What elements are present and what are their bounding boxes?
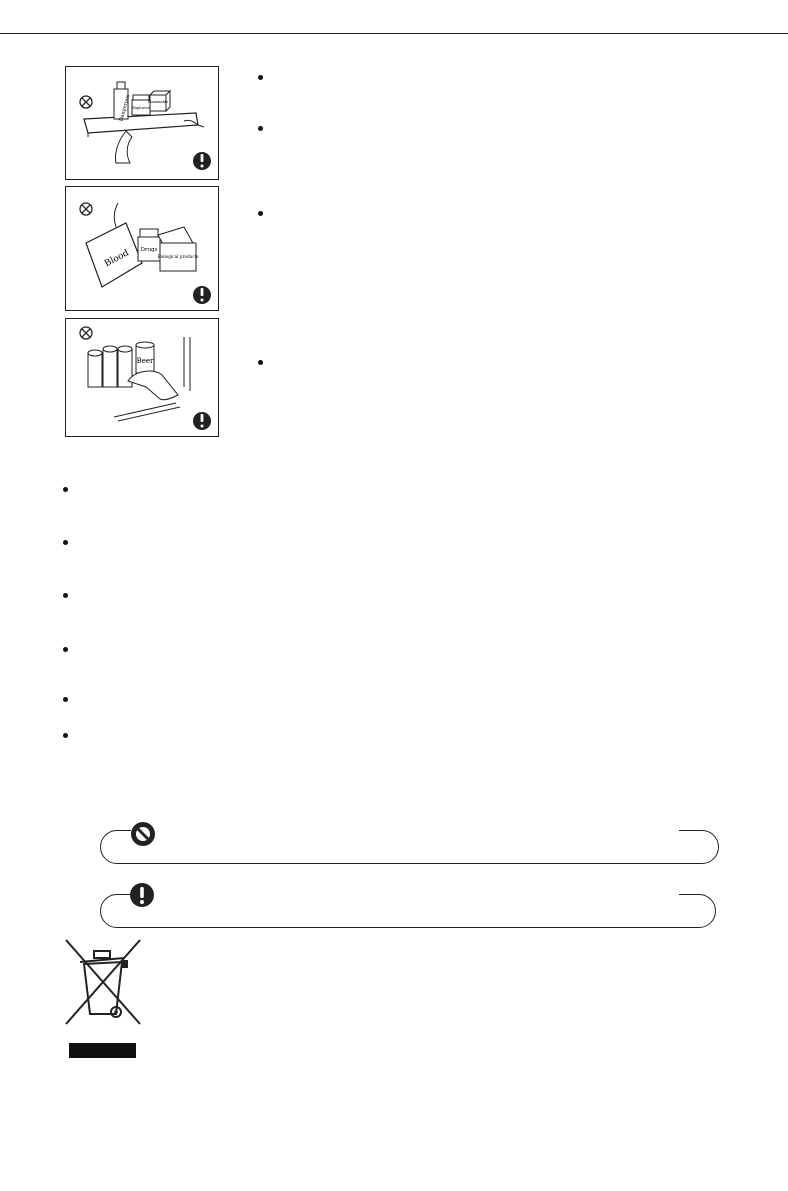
bullet: [258, 360, 263, 365]
exclamation-icon: [193, 412, 211, 430]
top-rule: [0, 33, 788, 34]
weee-underline-bar: [69, 1043, 136, 1058]
shelf-illustration: [65, 66, 219, 180]
no-entry-icon: [130, 821, 156, 852]
bullet: [258, 75, 263, 80]
bullet: [258, 211, 263, 216]
bullet: [63, 697, 68, 702]
bottle-label: Dangerous: [118, 93, 132, 123]
crossed-circle-icon: [80, 96, 92, 108]
bullet: [258, 126, 263, 131]
jar-label: Explosive: [132, 106, 150, 110]
bullet: [63, 540, 68, 545]
bags-illustration: [65, 186, 219, 311]
can-label: Beer: [136, 357, 154, 365]
exclamation-icon: [193, 152, 211, 170]
drugs-label: Drugs: [140, 247, 158, 253]
crossed-circle-icon: [80, 327, 92, 339]
box-label: Flammable: [147, 100, 169, 104]
bullet: [63, 487, 68, 492]
beer-illustration: [65, 318, 219, 437]
bag-label: Blood: [103, 248, 131, 270]
exclamation-icon: [193, 286, 211, 304]
bullet: [63, 593, 68, 598]
prohibition-banner: [100, 830, 719, 864]
warning-banner: [100, 894, 716, 928]
crossed-circle-icon: [80, 203, 92, 215]
bullet: [63, 647, 68, 652]
crossed-bin-icon: [62, 938, 144, 1033]
exclamation-icon: [129, 882, 155, 913]
bullet: [63, 733, 68, 738]
bio-label: Biological products: [157, 254, 199, 259]
